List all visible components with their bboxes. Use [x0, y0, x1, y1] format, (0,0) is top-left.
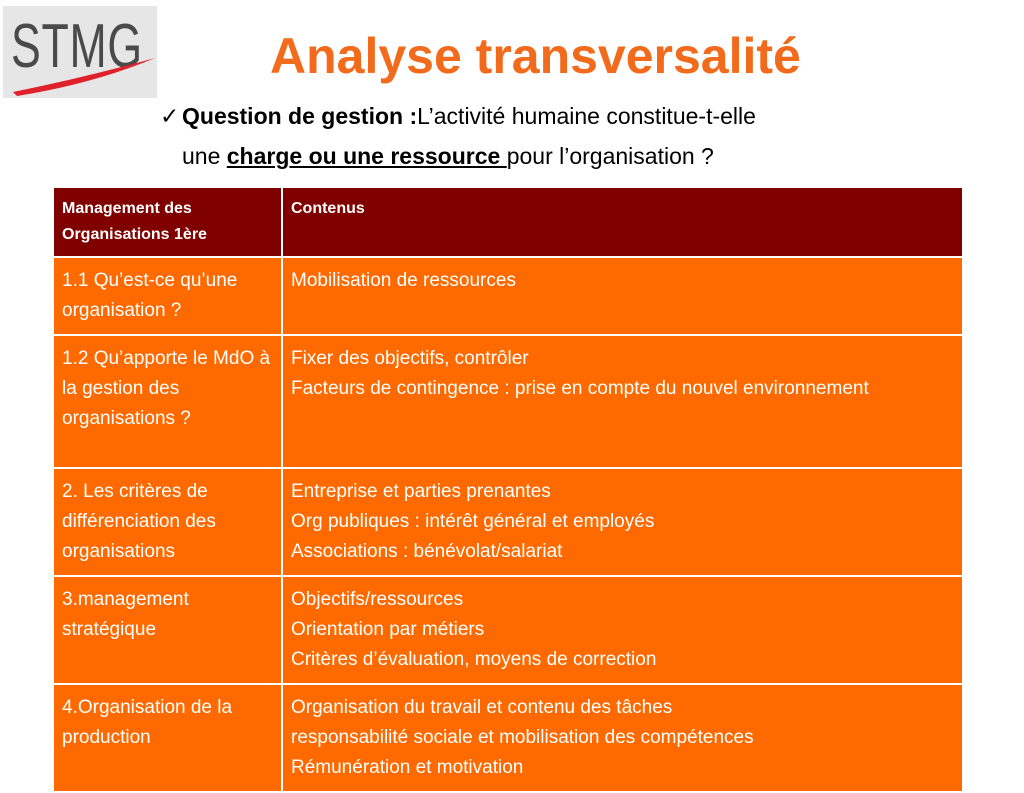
row-theme: 2. Les critères de différenciation des organisations [53, 468, 282, 576]
row-contents [282, 335, 963, 468]
content-line: Associations : bénévolat/salariat [291, 541, 563, 562]
header-contents: Contenus [282, 187, 963, 257]
checkmark-icon: ✓ [160, 103, 180, 129]
content-line: Organisation du travail et contenu des tâches [291, 697, 673, 718]
content-line: Facteurs de contingence : prise en compte du nouvel environnement [291, 378, 869, 399]
contents-table [52, 186, 964, 793]
content-line: Mobilisation de ressources [291, 270, 516, 291]
content-line: Fixer des objectifs, contrôler [291, 348, 529, 369]
table-header-row [53, 187, 963, 257]
row-theme: 1.1 Qu’est-ce qu’une organisation ? [53, 257, 282, 335]
content-line: Critères d’évaluation, moyens de correction [291, 649, 657, 670]
row-contents [282, 684, 963, 792]
content-line: Objectifs/ressources [291, 589, 464, 610]
row-theme: 4.Organisation de la production [53, 684, 282, 792]
row-theme: 3.management stratégique [53, 576, 282, 684]
table-row [53, 576, 963, 684]
content-line: Orientation par métiers [291, 619, 485, 640]
page-title: Analyse transversalité [270, 28, 801, 84]
content-line: responsabilité sociale et mobilisation des compétences [291, 727, 754, 748]
logo-swoosh-icon [3, 6, 157, 98]
row-contents [282, 576, 963, 684]
content-line: Rémunération et motivation [291, 757, 524, 778]
row-contents [282, 468, 963, 576]
content-line: Entreprise et parties prenantes [291, 481, 551, 502]
logo-text: STMG [11, 12, 143, 81]
header-management: Management des Organisations 1ère [53, 187, 282, 257]
question-text-prefix: une [182, 143, 227, 169]
content-line: Org publiques : intérêt général et employés [291, 511, 655, 532]
question-emphasis: charge ou une ressource [226, 143, 507, 169]
question-text-line1: L’activité humaine constitue-t-elle [417, 103, 756, 129]
row-theme: 1.2 Qu’apporte le MdO à la gestion des organisations ? [53, 335, 282, 468]
table-row [53, 684, 963, 792]
question-label: Question de gestion : [182, 103, 418, 129]
management-question [160, 96, 980, 176]
table-row [53, 257, 963, 335]
row-contents [282, 257, 963, 335]
table-row [53, 335, 963, 468]
table-row [53, 468, 963, 576]
question-text-suffix: pour l’organisation ? [506, 143, 714, 169]
stmg-logo [3, 6, 157, 98]
